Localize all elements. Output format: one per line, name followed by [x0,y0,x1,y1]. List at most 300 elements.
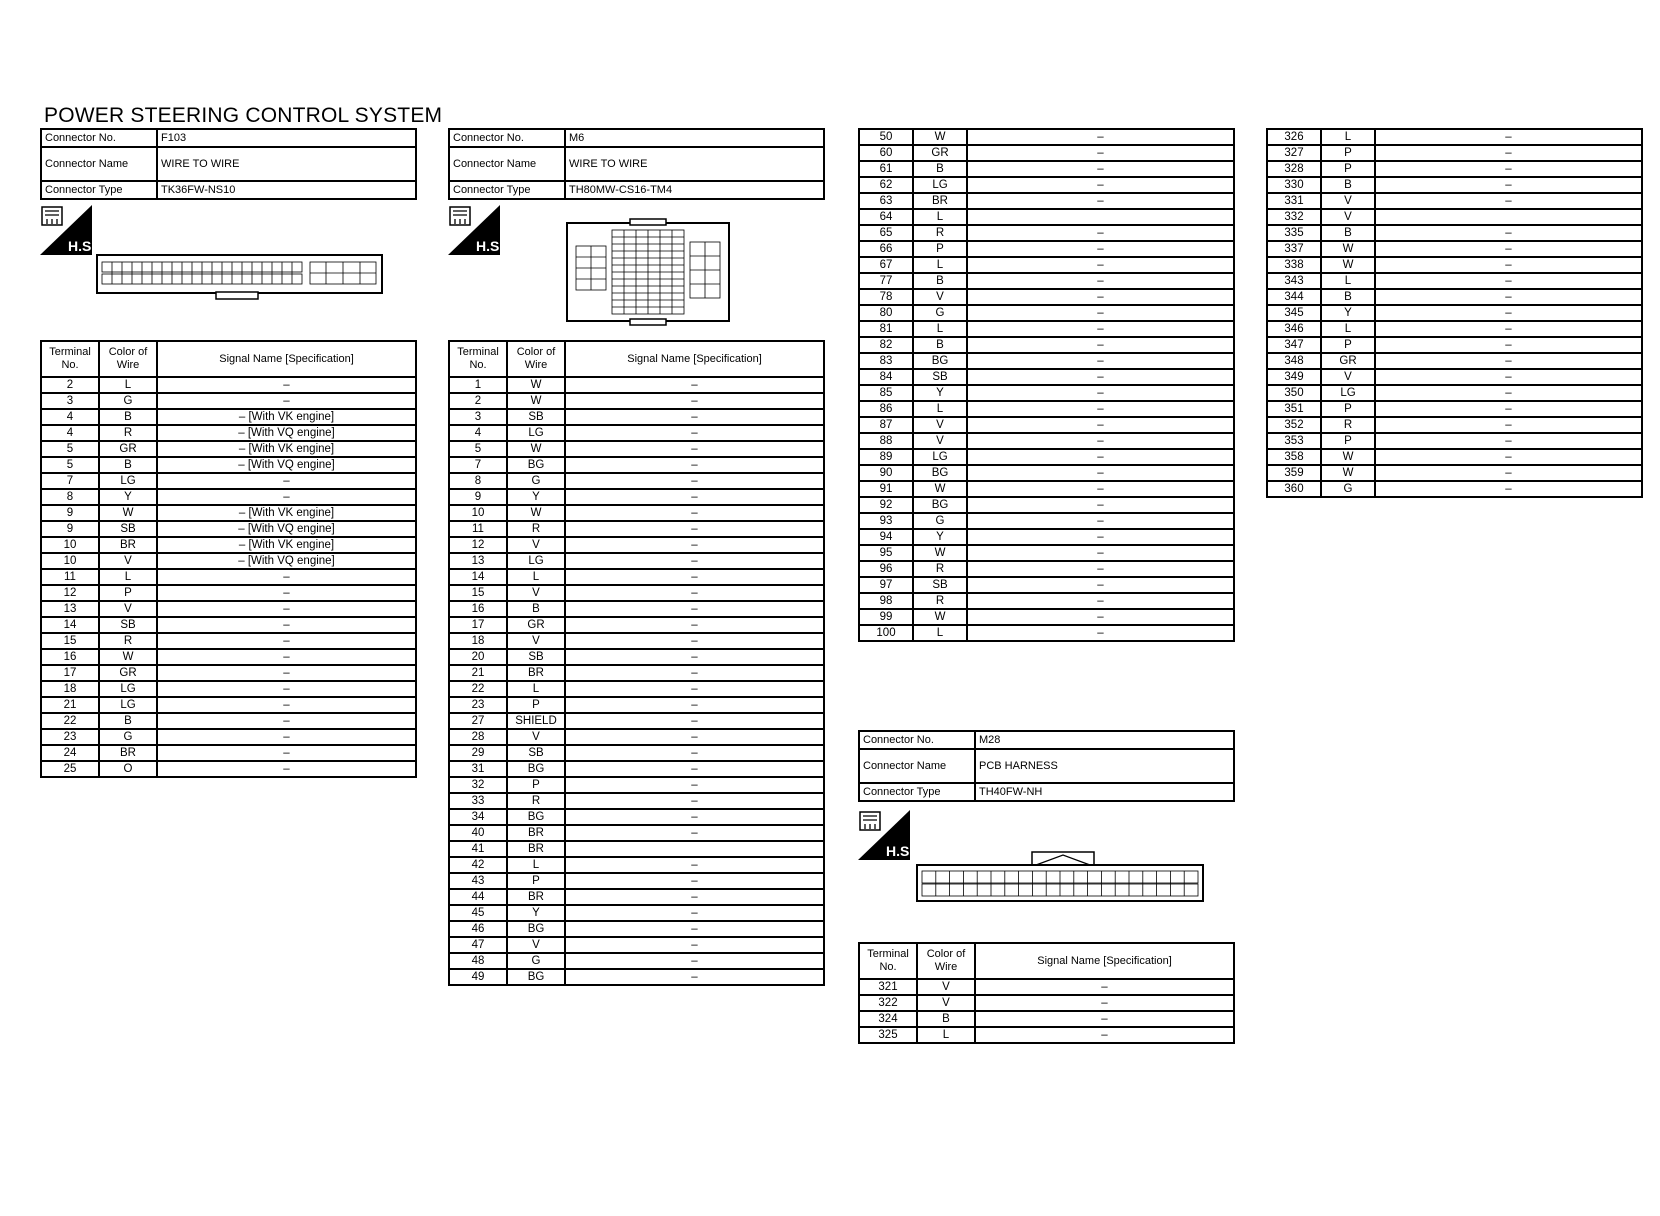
signal-name-cell: – [975,1011,1234,1027]
table-row [41,521,416,537]
wire-color-cell: SHIELD [507,713,565,729]
terminal-no-cell: 63 [859,193,913,209]
table-row [859,369,1234,385]
table-row [449,809,824,825]
wire-color-cell: BG [913,497,967,513]
terminal-no-cell: 352 [1267,417,1321,433]
wire-color-cell: L [507,857,565,873]
wire-color-cell: G [507,473,565,489]
terminal-no-cell: 8 [41,489,99,505]
wire-color-cell: G [1321,481,1375,497]
terminal-no-cell: 346 [1267,321,1321,337]
signal-name-cell: – [565,569,824,585]
table-row [449,889,824,905]
signal-name-cell: – [565,601,824,617]
table-row [41,665,416,681]
table-row [41,457,416,473]
table-row [41,649,416,665]
signal-name-cell: – [With VK engine] [157,409,416,425]
signal-name-cell: – [565,697,824,713]
terminal-no-cell: 350 [1267,385,1321,401]
terminal-no-cell: 43 [449,873,507,889]
terminal-no-cell: 21 [41,697,99,713]
signal-name-cell: – [With VQ engine] [157,521,416,537]
connector-name-value: WIRE TO WIRE [157,147,416,181]
signal-name-cell: – [157,633,416,649]
table-row [449,489,824,505]
table-row [1267,385,1642,401]
table-row [859,449,1234,465]
terminal-no-cell: 94 [859,529,913,545]
terminal-table-m6-continued [858,128,1235,642]
terminal-no-cell: 344 [1267,289,1321,305]
table-row [859,401,1234,417]
signal-name-cell: – [157,649,416,665]
terminal-no-cell: 85 [859,385,913,401]
signal-name-cell [1375,209,1642,225]
terminal-no-cell: 90 [859,465,913,481]
wire-color-cell: L [99,377,157,393]
terminal-no-cell: 10 [41,553,99,569]
signal-name-cell: – [565,505,824,521]
wire-color-cell: W [1321,257,1375,273]
terminal-no-cell: 10 [449,505,507,521]
signal-name-cell: – [565,649,824,665]
table-row [859,497,1234,513]
signal-name-cell: – [565,409,824,425]
table-row [859,417,1234,433]
table-row [859,995,1234,1011]
terminal-no-cell: 2 [41,377,99,393]
signal-name-cell: – [967,545,1234,561]
table-row [1267,401,1642,417]
wire-color-cell: LG [99,473,157,489]
wire-color-cell: BR [99,745,157,761]
terminal-no-cell: 47 [449,937,507,953]
wire-color-cell: L [913,625,967,641]
wire-color-cell: LG [1321,385,1375,401]
signal-name-cell: – [967,625,1234,641]
signal-name-cell: – [With VK engine] [157,441,416,457]
terminal-no-cell: 321 [859,979,917,995]
wire-color-cell: GR [1321,353,1375,369]
signal-name-cell: – [1375,465,1642,481]
terminal-no-cell: 45 [449,905,507,921]
wire-color-cell: G [913,305,967,321]
wire-color-cell: BG [507,761,565,777]
table-row [449,713,824,729]
signal-name-cell: – [565,777,824,793]
wire-color-cell: B [913,337,967,353]
wire-color-cell: W [913,609,967,625]
connector-no-value: M28 [975,731,1234,749]
terminal-no-cell: 23 [449,697,507,713]
wire-color-cell: P [1321,337,1375,353]
connector-f103-block [40,128,417,200]
connector-no-label: Connector No. [449,129,565,147]
table-row [859,193,1234,209]
signal-name-cell: – [565,713,824,729]
terminal-no-cell: 343 [1267,273,1321,289]
terminal-no-cell: 335 [1267,225,1321,241]
wire-color-cell: BR [507,665,565,681]
wire-color-cell: LG [99,681,157,697]
table-row [449,377,824,393]
signal-name-cell: – [565,457,824,473]
wire-color-cell: B [1321,177,1375,193]
col-header-signal: Signal Name [Specification] [975,943,1234,979]
terminal-no-cell: 95 [859,545,913,561]
terminal-no-cell: 88 [859,433,913,449]
col-header-terminal: Terminal No. [859,943,917,979]
signal-name-cell: – [967,481,1234,497]
signal-name-cell: – [565,489,824,505]
signal-name-cell: – [1375,225,1642,241]
signal-name-cell: – [975,995,1234,1011]
signal-name-cell: – [1375,273,1642,289]
terminal-no-cell: 62 [859,177,913,193]
signal-name-cell: – [157,617,416,633]
wire-color-cell: V [913,289,967,305]
wire-color-cell: B [913,161,967,177]
table-row [449,793,824,809]
signal-name-cell: – [967,417,1234,433]
signal-name-cell: – [1375,305,1642,321]
wire-color-cell: GR [99,665,157,681]
signal-name-cell: – [1375,145,1642,161]
connector-name-label: Connector Name [449,147,565,181]
terminal-no-cell: 82 [859,337,913,353]
terminal-no-cell: 9 [41,505,99,521]
table-row [1267,369,1642,385]
signal-name-cell: – [565,793,824,809]
table-row [859,209,1234,225]
table-row [449,745,824,761]
connector-type-value: TK36FW-NS10 [157,181,416,199]
terminal-no-cell: 14 [41,617,99,633]
signal-name-cell: – [565,921,824,937]
wire-color-cell: P [99,585,157,601]
table-row [1267,225,1642,241]
wire-color-cell: Y [913,529,967,545]
signal-name-cell: – [565,889,824,905]
signal-name-cell: – [With VK engine] [157,537,416,553]
terminal-no-cell: 93 [859,513,913,529]
signal-name-cell: – [1375,369,1642,385]
wire-color-cell: G [99,393,157,409]
table-row [41,617,416,633]
table-row [859,529,1234,545]
table-row [449,633,824,649]
harness-side-icon [858,810,914,860]
table-row [859,321,1234,337]
wire-color-cell: P [1321,401,1375,417]
signal-name-cell: – [1375,321,1642,337]
wire-color-cell: V [1321,369,1375,385]
terminal-no-cell: 1 [449,377,507,393]
signal-name-cell: – [967,289,1234,305]
table-row [1267,321,1642,337]
signal-name-cell: – [565,521,824,537]
table-row [1267,289,1642,305]
wire-color-cell: B [1321,225,1375,241]
harness-side-icon [40,205,96,255]
terminal-no-cell: 360 [1267,481,1321,497]
signal-name-cell: – [1375,289,1642,305]
table-row [859,1011,1234,1027]
signal-name-cell: – [1375,177,1642,193]
table-row [859,513,1234,529]
signal-name-cell: – [565,953,824,969]
connector-m28-block [858,730,1235,802]
table-row [41,585,416,601]
table-row [41,473,416,489]
table-row [1267,465,1642,481]
wire-color-cell: L [507,681,565,697]
terminal-no-cell: 44 [449,889,507,905]
terminal-no-cell: 18 [449,633,507,649]
terminal-no-cell: 60 [859,145,913,161]
signal-name-cell: – [975,1027,1234,1043]
signal-name-cell: – [967,129,1234,145]
wire-color-cell: W [99,649,157,665]
table-row [449,409,824,425]
terminal-no-cell: 29 [449,745,507,761]
wire-color-cell: V [507,633,565,649]
terminal-no-cell: 64 [859,209,913,225]
signal-name-cell: – [1375,385,1642,401]
wire-color-cell: L [1321,129,1375,145]
terminal-no-cell: 15 [449,585,507,601]
table-row [859,353,1234,369]
signal-name-cell [565,841,824,857]
table-row [859,225,1234,241]
terminal-no-cell: 23 [41,729,99,745]
wire-color-cell: V [913,417,967,433]
terminal-no-cell: 28 [449,729,507,745]
table-row [859,145,1234,161]
table-row [41,681,416,697]
terminal-no-cell: 89 [859,449,913,465]
signal-name-cell: – [967,161,1234,177]
wire-color-cell: G [99,729,157,745]
table-row [449,729,824,745]
terminal-no-cell: 2 [449,393,507,409]
wire-color-cell: O [99,761,157,777]
signal-name-cell: – [157,665,416,681]
terminal-no-cell: 10 [41,537,99,553]
table-row [449,697,824,713]
signal-name-cell: – [967,177,1234,193]
terminal-no-cell: 92 [859,497,913,513]
signal-name-cell: – [967,593,1234,609]
table-row [449,777,824,793]
signal-name-cell: – [565,937,824,953]
terminal-no-cell: 5 [41,441,99,457]
hs-label: H.S. [68,238,96,254]
signal-name-cell: – [967,273,1234,289]
connector-info-table [40,128,417,200]
terminal-no-cell: 18 [41,681,99,697]
terminal-no-cell: 46 [449,921,507,937]
signal-name-cell: – [With VQ engine] [157,553,416,569]
table-row [449,841,824,857]
wire-color-cell: R [913,561,967,577]
wire-color-cell: V [99,601,157,617]
signal-name-cell: – [565,809,824,825]
signal-name-cell: – [967,337,1234,353]
signal-name-cell: – [967,609,1234,625]
signal-name-cell: – [967,225,1234,241]
signal-name-cell: – [967,305,1234,321]
connector-info-table [448,128,825,200]
table-row [449,521,824,537]
terminal-no-cell: 7 [449,457,507,473]
table-row [859,305,1234,321]
wire-color-cell: LG [913,177,967,193]
terminal-no-cell: 351 [1267,401,1321,417]
table-row [41,761,416,777]
wire-color-cell: V [917,995,975,1011]
wire-color-cell: B [507,601,565,617]
table-row [449,585,824,601]
terminal-no-cell: 349 [1267,369,1321,385]
connector-type-value: TH40FW-NH [975,783,1234,801]
terminal-no-cell: 32 [449,777,507,793]
terminal-no-cell: 15 [41,633,99,649]
signal-name-cell: – [565,825,824,841]
wire-color-cell: B [1321,289,1375,305]
terminal-no-cell: 22 [41,713,99,729]
terminal-no-cell: 84 [859,369,913,385]
terminal-no-cell: 22 [449,681,507,697]
table-row [41,697,416,713]
signal-name-cell: – [967,353,1234,369]
connector-f103-face [96,254,383,300]
wire-color-cell: BG [913,465,967,481]
terminal-no-cell: 77 [859,273,913,289]
terminal-no-cell: 20 [449,649,507,665]
signal-name-cell: – [967,321,1234,337]
signal-name-cell: – [967,193,1234,209]
signal-name-cell: – [565,377,824,393]
terminal-no-cell: 83 [859,353,913,369]
signal-name-cell: – [565,905,824,921]
table-row [1267,433,1642,449]
table-row [859,545,1234,561]
wire-color-cell: V [99,553,157,569]
wire-color-cell: L [1321,273,1375,289]
hs-label: H.S. [476,238,504,254]
table-row [1267,257,1642,273]
terminal-no-cell: 5 [449,441,507,457]
wire-color-cell: B [913,273,967,289]
wire-color-cell: W [913,481,967,497]
terminal-no-cell: 358 [1267,449,1321,465]
wire-color-cell: R [507,521,565,537]
wire-color-cell: G [507,953,565,969]
table-row [1267,129,1642,145]
wire-color-cell: BR [99,537,157,553]
page-title: POWER STEERING CONTROL SYSTEM [44,104,443,127]
wire-color-cell: R [99,425,157,441]
table-row [859,241,1234,257]
terminal-no-cell: 25 [41,761,99,777]
terminal-no-cell: 66 [859,241,913,257]
wire-color-cell: V [507,729,565,745]
wire-color-cell: L [913,257,967,273]
terminal-no-cell: 49 [449,969,507,985]
table-row [41,377,416,393]
wire-color-cell: W [1321,465,1375,481]
table-row [449,761,824,777]
connector-name-value: WIRE TO WIRE [565,147,824,181]
table-row [1267,161,1642,177]
table-row [1267,193,1642,209]
table-row [859,593,1234,609]
table-row [41,569,416,585]
terminal-no-cell: 12 [41,585,99,601]
table-row [41,713,416,729]
terminal-no-cell: 81 [859,321,913,337]
wire-color-cell: W [507,505,565,521]
connector-type-value: TH80MW-CS16-TM4 [565,181,824,199]
signal-name-cell: – [With VK engine] [157,505,416,521]
wire-color-cell: V [507,937,565,953]
table-row [449,681,824,697]
terminal-no-cell: 78 [859,289,913,305]
wire-color-cell: R [913,225,967,241]
wire-color-cell: W [913,129,967,145]
connector-type-label: Connector Type [859,783,975,801]
connector-type-label: Connector Type [41,181,157,199]
col-header-color: Color of Wire [917,943,975,979]
terminal-no-cell: 67 [859,257,913,273]
signal-name-cell: – [1375,241,1642,257]
col-header-signal: Signal Name [Specification] [565,341,824,377]
signal-name-cell: – [967,561,1234,577]
signal-name-cell: – [With VQ engine] [157,425,416,441]
signal-name-cell: – [565,425,824,441]
table-row [449,937,824,953]
table-row [449,553,824,569]
terminal-no-cell: 338 [1267,257,1321,273]
wire-color-cell: Y [507,905,565,921]
col-header-signal: Signal Name [Specification] [157,341,416,377]
table-row [1267,449,1642,465]
table-row [449,969,824,985]
wire-color-cell: R [507,793,565,809]
terminal-no-cell: 13 [41,601,99,617]
wire-color-cell: B [917,1011,975,1027]
wire-color-cell: W [1321,449,1375,465]
table-row [449,857,824,873]
wire-color-cell: V [1321,209,1375,225]
terminal-no-cell: 359 [1267,465,1321,481]
wire-color-cell: P [1321,145,1375,161]
connector-name-label: Connector Name [41,147,157,181]
table-row [859,481,1234,497]
terminal-no-cell: 4 [41,409,99,425]
table-row [1267,241,1642,257]
signal-name-cell: – [967,257,1234,273]
table-row [449,601,824,617]
terminal-no-cell: 96 [859,561,913,577]
wire-color-cell: P [507,873,565,889]
terminal-no-cell: 34 [449,809,507,825]
signal-name-cell: – [565,969,824,985]
signal-name-cell: – [967,241,1234,257]
